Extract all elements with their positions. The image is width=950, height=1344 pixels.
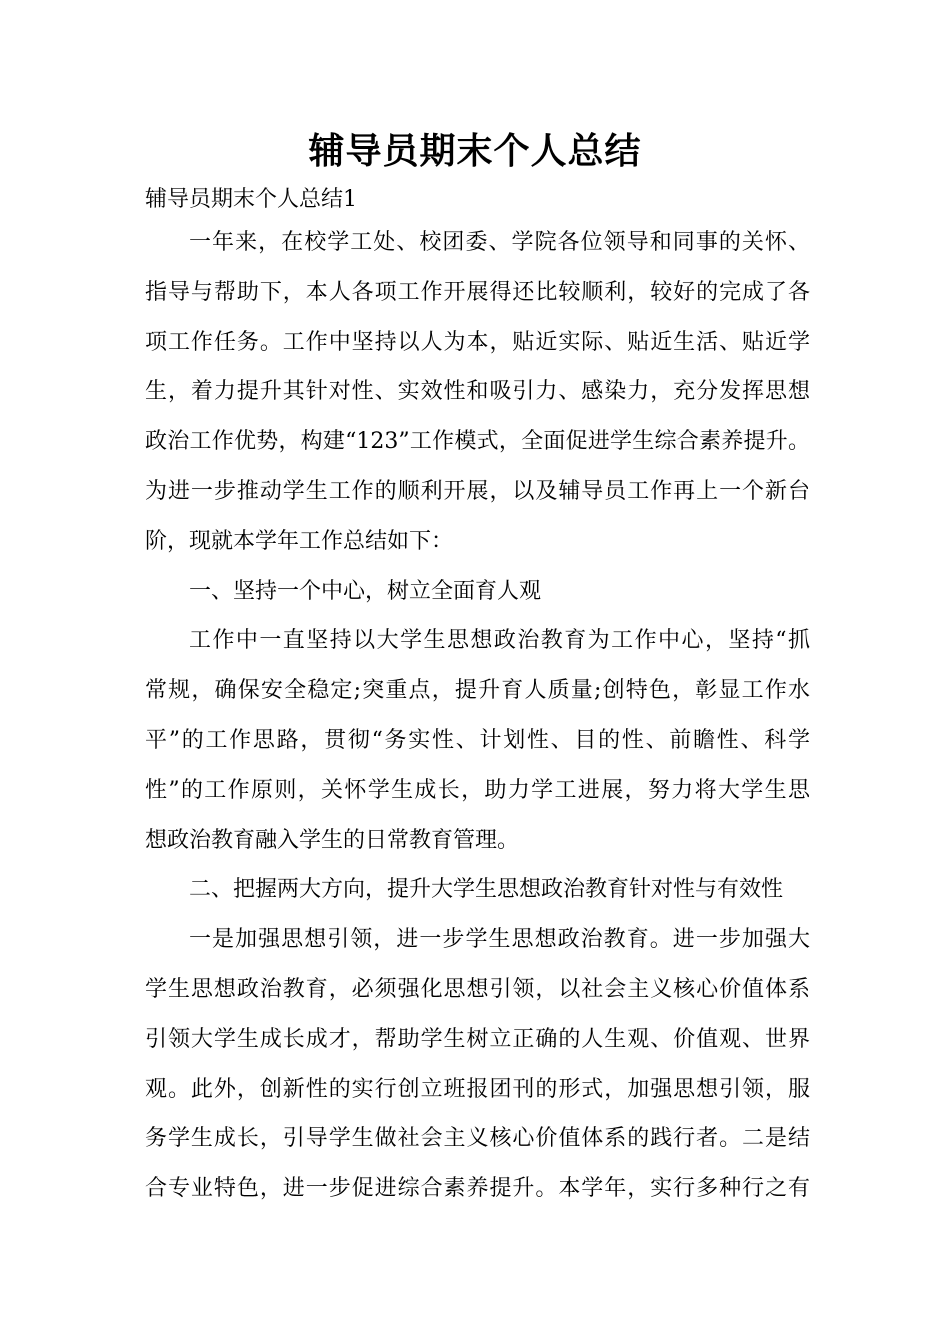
text-line: 合专业特色，进一步促进综合素养提升。本学年，实行多种行之有 [145, 1176, 810, 1202]
text-line: 一是加强思想引领，进一步学生思想政治教育。进一步加强大 [189, 927, 810, 953]
text-line: 阶，现就本学年工作总结如下： [145, 528, 454, 554]
document-subtitle: 辅导员期末个人总结1 [145, 187, 357, 212]
document-body [145, 182, 810, 1214]
text-line: 政治工作优势，构建“123”工作模式，全面促进学生综合素养提升。 [145, 429, 810, 455]
text-line: 二、把握两大方向，提升大学生思想政治教育针对性与有效性 [189, 877, 784, 903]
text-line: 生，着力提升其针对性、实效性和吸引力、感染力，充分发挥思想 [145, 379, 810, 405]
text-line: 想政治教育融入学生的日常教育管理。 [145, 827, 520, 853]
text-line: 一、坚持一个中心，树立全面育人观 [189, 578, 542, 604]
text-line: 观。此外，创新性的实行创立班报团刊的形式，加强思想引领，服 [145, 1076, 810, 1102]
text-line: 学生思想政治教育，必须强化思想引领，以社会主义核心价值体系 [145, 976, 810, 1002]
document-title: 辅导员期末个人总结 [308, 131, 642, 172]
text-line: 工作中一直坚持以大学生思想政治教育为工作中心，坚持“抓 [189, 628, 810, 654]
text-line: 一年来，在校学工处、校团委、学院各位领导和同事的关怀、 [189, 230, 810, 255]
text-line: 引领大学生成长成才，帮助学生树立正确的人生观、价值观、世界 [145, 1026, 810, 1052]
text-line: 项工作任务。工作中坚持以人为本，贴近实际、贴近生活、贴近学 [145, 329, 810, 355]
paragraph-lines [145, 218, 810, 1214]
text-line: 指导与帮助下，本人各项工作开展得还比较顺利，较好的完成了各 [145, 279, 810, 305]
text-line: 常规，确保安全稳定;突重点，提升育人质量;创特色，彰显工作水 [145, 678, 810, 704]
text-line: 务学生成长，引导学生做社会主义核心价值体系的践行者。二是结 [145, 1126, 810, 1152]
text-line: 性”的工作原则，关怀学生成长，助力学工进展，努力将大学生思 [145, 777, 810, 803]
text-line: 平”的工作思路，贯彻“务实性、计划性、目的性、前瞻性、科学 [145, 727, 810, 753]
text-line: 为进一步推动学生工作的顺利开展，以及辅导员工作再上一个新台 [145, 478, 810, 504]
